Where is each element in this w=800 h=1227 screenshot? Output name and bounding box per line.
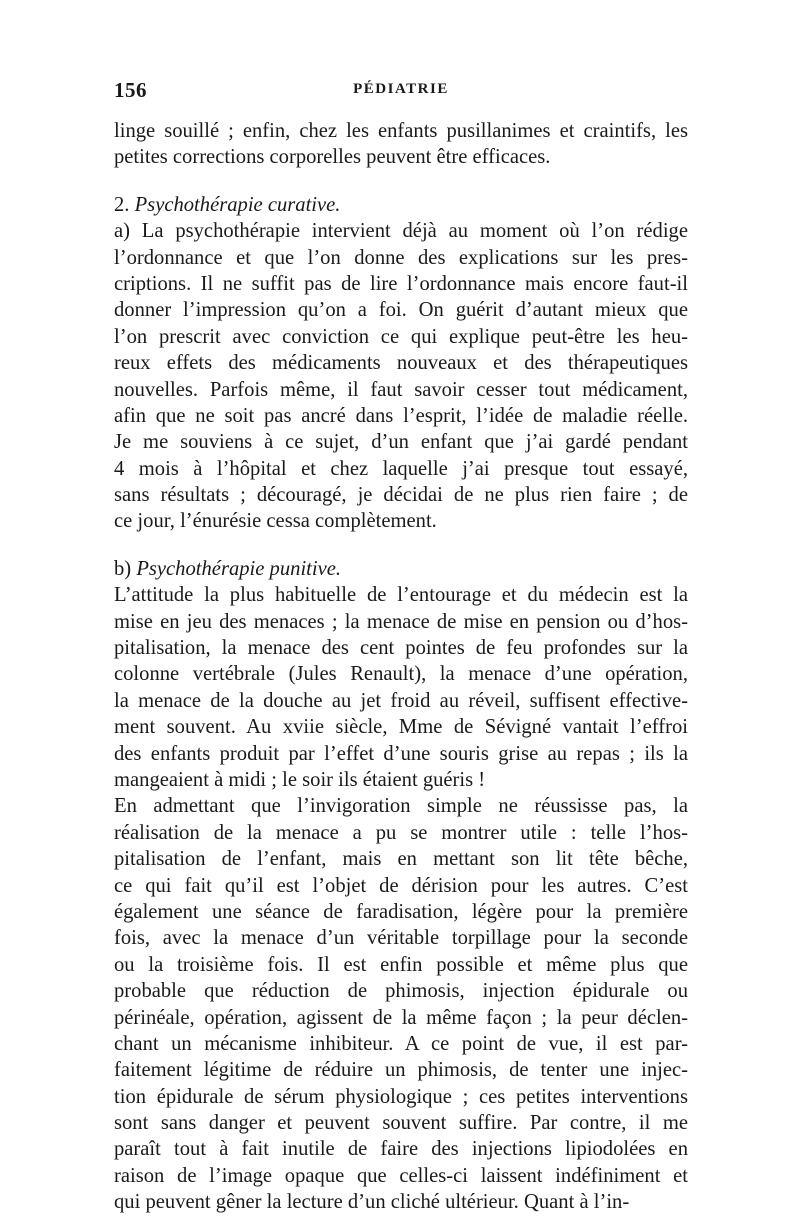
- text-line: faitement légitime de réduire un phimosis, de tenter une injec-: [114, 1059, 688, 1082]
- section-heading: b) Psychothérapie punitive.: [114, 557, 342, 580]
- text-line: réalisation de la menace a pu se montrer utile : telle l’hos-: [114, 821, 688, 844]
- text-line: ce qui fait qu’il est l’objet de dérision pour les autres. C’est: [114, 874, 688, 897]
- paragraph: [114, 118, 688, 171]
- text-line: périnéale, opération, agissent de la même façon ; la peur déclen-: [114, 1006, 688, 1029]
- text-line: mise en jeu des menaces ; la menace de mise en pension ou d’hos-: [114, 610, 688, 633]
- text-line: Je me souviens à ce sujet, d’un enfant que j’ai gardé pendant: [114, 431, 688, 454]
- page-header: [114, 78, 688, 108]
- text-line: qui peuvent gêner la lecture d’un cliché ultérieur. Quant à l’in-: [114, 1191, 630, 1214]
- paragraph: [114, 192, 688, 535]
- text-line: ment souvent. Au xviie siècle, Mme de Sévigné vantait l’effroi: [114, 716, 688, 739]
- page-body: [114, 118, 688, 1216]
- text-line: fois, avec la menace d’un véritable torpillage pour la seconde: [114, 927, 688, 950]
- text-line: nouvelles. Parfois même, il faut savoir cesser tout médicament,: [114, 378, 688, 401]
- text-line: linge souillé ; enfin, chez les enfants pusillanimes et craintifs, les: [114, 120, 688, 142]
- text-line: également une séance de faradisation, légère pour la première: [114, 900, 688, 923]
- text-line: l’ordonnance et que l’on donne des explications sur les pres-: [114, 246, 688, 269]
- text-line: des enfants produit par l’effet d’une souris grise au repas ; ils la: [114, 742, 688, 765]
- text-line: raison de l’image opaque que celles-ci laissent indéfiniment et: [114, 1164, 688, 1187]
- text-line: En admettant que l’invigoration simple ne réussisse pas, la: [114, 795, 688, 818]
- text-line: afin que ne soit pas ancré dans l’esprit, l’idée de maladie réelle.: [114, 404, 688, 427]
- text-line: probable que réduction de phimosis, injection épidurale ou: [114, 980, 688, 1003]
- text-line: L’attitude la plus habituelle de l’entourage et du médecin est la: [114, 584, 688, 607]
- text-line: tion épidurale de sérum physiologique ; ces petites interventions: [114, 1085, 688, 1108]
- section-heading: 2. Psychothérapie curative.: [114, 193, 341, 216]
- paragraph: [114, 793, 688, 1215]
- text-line: sont sans danger et peuvent souvent suffire. Par contre, il me: [114, 1112, 688, 1135]
- paragraph: [114, 556, 688, 794]
- text-line: ou la troisième fois. Il est enfin possible et même plus que: [114, 953, 688, 976]
- text-line: criptions. Il ne suffit pas de lire l’ordonnance mais encore faut-il: [114, 272, 688, 295]
- text-line: colonne vertébrale (Jules Renault), la menace d’une opération,: [114, 663, 688, 686]
- text-line: ce jour, l’énurésie cessa complètement.: [114, 510, 437, 533]
- page-number: 156: [114, 78, 147, 102]
- text-line: pitalisation, la menace des cent pointes de feu profondes sur la: [114, 637, 688, 660]
- text-line: chant un mécanisme inhibiteur. A ce point de vue, il est par-: [114, 1032, 688, 1055]
- paragraph-gap: [114, 535, 688, 556]
- text-line: 4 mois à l’hôpital et chez laquelle j’ai presque tout essayé,: [114, 457, 688, 480]
- text-line: petites corrections corporelles peuvent être efficaces.: [114, 146, 551, 169]
- paragraph-gap: [114, 171, 688, 192]
- text-line: paraît tout à fait inutile de faire des injections lipiodolées en: [114, 1138, 688, 1161]
- text-line: a) La psychothérapie intervient déjà au moment où l’on rédige: [114, 220, 688, 243]
- text-line: pitalisation de l’enfant, mais en mettant son lit tête bêche,: [114, 848, 688, 871]
- text-line: la menace de la douche au jet froid au réveil, suffisent effective-: [114, 689, 688, 712]
- text-line: reux effets des médicaments nouveaux et des thérapeutiques: [114, 352, 688, 375]
- text-line: l’on prescrit avec conviction ce qui explique peut-être les heu-: [114, 325, 688, 348]
- text-line: sans résultats ; découragé, je décidai de ne plus rien faire ; de: [114, 484, 688, 507]
- text-line: donner l’impression qu’on a foi. On guérit d’autant mieux que: [114, 299, 688, 322]
- running-title: PÉDIATRIE: [353, 81, 449, 97]
- text-line: mangeaient à midi ; le soir ils étaient guéris !: [114, 768, 486, 791]
